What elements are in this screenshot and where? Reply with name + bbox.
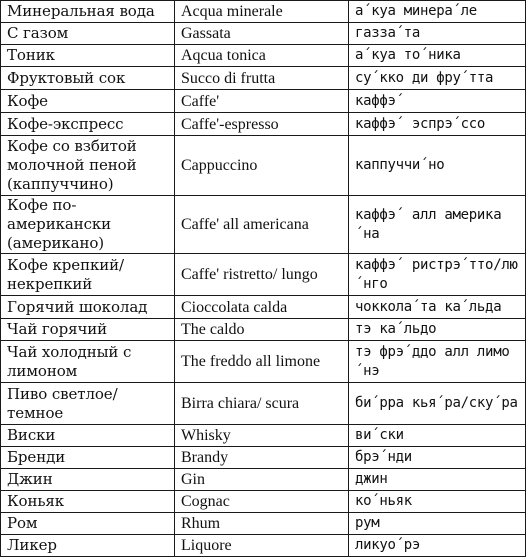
russian-cell: С газом	[1, 23, 175, 45]
table-row	[1, 383, 526, 425]
italian-cell: Acqua minerale	[175, 1, 349, 23]
russian-cell: Кофе	[1, 90, 175, 113]
transcription-cell: каффэ´ алл америка´на	[349, 196, 526, 254]
russian-cell: Тоник	[1, 45, 175, 67]
transcription-cell: каппуччи´но	[349, 136, 526, 196]
russian-cell: Кофе по-американски (американо)	[1, 196, 175, 254]
transcription-cell: брэ´нди	[349, 447, 526, 469]
transcription-cell: а´куа то´ника	[349, 45, 526, 67]
italian-cell: Caffe' all americana	[175, 196, 349, 254]
italian-cell: Cioccolata calda	[175, 296, 349, 319]
table-row	[1, 90, 526, 113]
italian-cell: Gassata	[175, 23, 349, 45]
italian-cell: The caldo	[175, 319, 349, 341]
italian-cell: Caffe'-espresso	[175, 113, 349, 136]
russian-cell: Ром	[1, 513, 175, 535]
transcription-cell: газза´та	[349, 23, 526, 45]
italian-cell: Rhum	[175, 513, 349, 535]
italian-cell: Liquore	[175, 535, 349, 557]
table-row	[1, 469, 526, 491]
russian-cell: Чай холодный с лимоном	[1, 341, 175, 383]
table-row	[1, 254, 526, 296]
russian-cell: Джин	[1, 469, 175, 491]
russian-cell: Бренди	[1, 447, 175, 469]
table-row	[1, 67, 526, 90]
russian-cell: Чай горячий	[1, 319, 175, 341]
table-row	[1, 23, 526, 45]
italian-cell: Caffe' ristretto/ lungo	[175, 254, 349, 296]
table-row	[1, 513, 526, 535]
table-row	[1, 136, 526, 196]
russian-cell: Горячий шоколад	[1, 296, 175, 319]
italian-cell: Cognac	[175, 491, 349, 513]
table-row	[1, 196, 526, 254]
table-row	[1, 341, 526, 383]
russian-cell: Пиво светлое/темное	[1, 383, 175, 425]
italian-cell: Aqcua tonica	[175, 45, 349, 67]
table-row	[1, 319, 526, 341]
table-row	[1, 491, 526, 513]
transcription-cell: каффэ´ эспрэ´ссо	[349, 113, 526, 136]
table-row	[1, 45, 526, 67]
russian-cell: Виски	[1, 425, 175, 447]
russian-cell: Кофе-экспресс	[1, 113, 175, 136]
italian-cell: Gin	[175, 469, 349, 491]
transcription-cell: тэ ка´льдо	[349, 319, 526, 341]
table-row	[1, 296, 526, 319]
transcription-cell: ликуо´рэ	[349, 535, 526, 557]
italian-cell: Birra chiara/ scura	[175, 383, 349, 425]
russian-cell: Кофе со взбитой молочной пеной (каппуччино)	[1, 136, 175, 196]
transcription-cell: чоккола´та ка´льда	[349, 296, 526, 319]
table-row	[1, 425, 526, 447]
transcription-cell: каффэ´ ристрэ´тто/лю´нго	[349, 254, 526, 296]
italian-cell: Brandy	[175, 447, 349, 469]
table-row	[1, 447, 526, 469]
italian-cell: Succo di frutta	[175, 67, 349, 90]
transcription-cell: а´куа минера´ле	[349, 1, 526, 23]
transcription-cell: каффэ´	[349, 90, 526, 113]
russian-cell: Ликер	[1, 535, 175, 557]
italian-cell: The freddo all limone	[175, 341, 349, 383]
table-row	[1, 1, 526, 23]
transcription-cell: ви´ски	[349, 425, 526, 447]
transcription-cell: рум	[349, 513, 526, 535]
russian-cell: Фруктовый сок	[1, 67, 175, 90]
table-row	[1, 535, 526, 557]
transcription-cell: тэ фрэ´ддо алл лимо´нэ	[349, 341, 526, 383]
russian-cell: Кофе крепкий/некрепкий	[1, 254, 175, 296]
table-row	[1, 113, 526, 136]
italian-cell: Caffe'	[175, 90, 349, 113]
transcription-cell: ко´ньяк	[349, 491, 526, 513]
transcription-cell: су´кко ди фру´тта	[349, 67, 526, 90]
italian-cell: Cappuccino	[175, 136, 349, 196]
italian-cell: Whisky	[175, 425, 349, 447]
transcription-cell: би´рра кья´ра/ску´ра	[349, 383, 526, 425]
russian-cell: Коньяк	[1, 491, 175, 513]
transcription-cell: джин	[349, 469, 526, 491]
russian-cell: Минеральная вода	[1, 1, 175, 23]
